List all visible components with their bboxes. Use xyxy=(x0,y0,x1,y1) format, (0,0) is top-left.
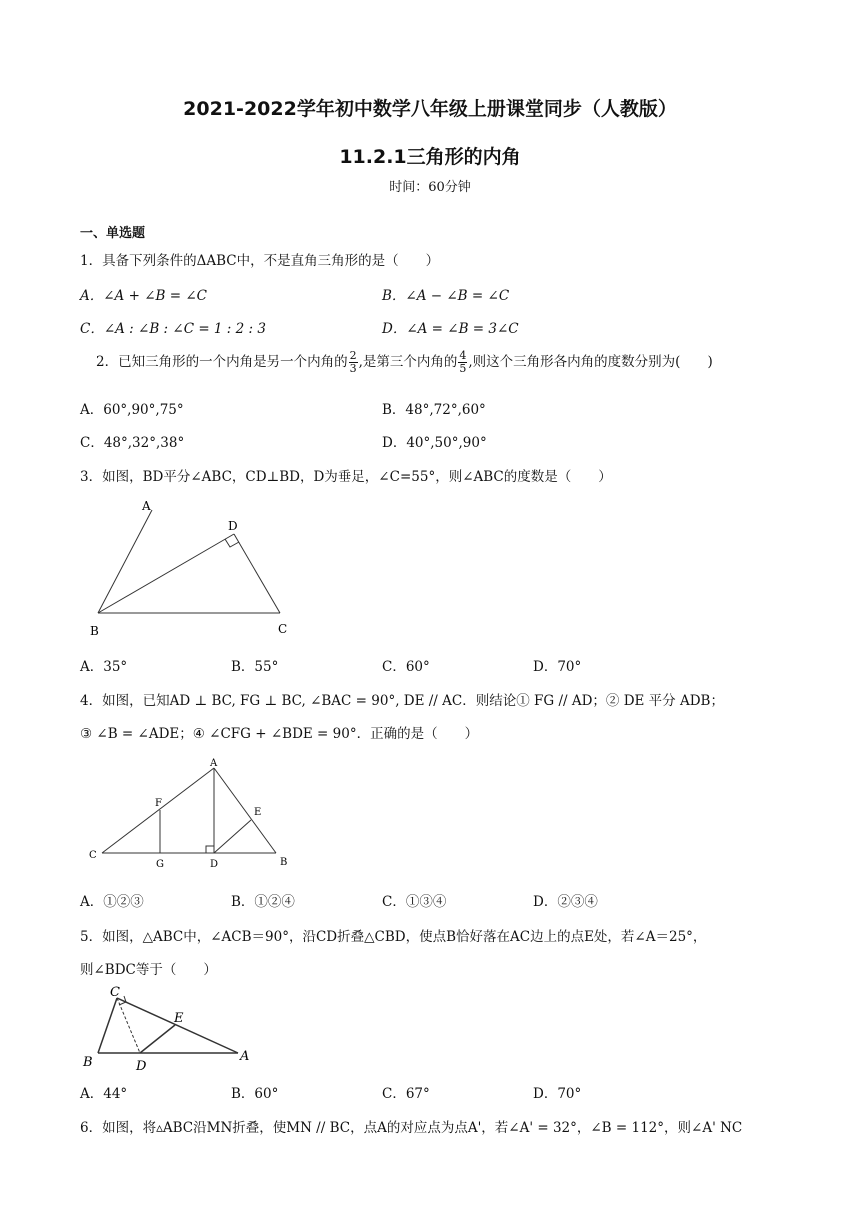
fraction-numerator: 4 xyxy=(459,349,467,362)
right-angle-mark xyxy=(206,846,214,853)
time-limit: 时间：60分钟 xyxy=(389,180,471,195)
label-c: C xyxy=(110,985,120,1000)
label-e: E xyxy=(254,807,262,818)
question-3-stem: 3．如图，BD平分∠ABC，CD⊥BD，D为垂足，∠C=55°，则∠ABC的度数是（ ） xyxy=(80,469,612,485)
fraction-denominator: 3 xyxy=(349,362,357,375)
label-d: D xyxy=(136,1059,147,1072)
lesson-title: 11.2.1三角形的内角 xyxy=(339,146,521,168)
question-4-option-a: A．①②③ xyxy=(80,894,144,910)
question-5-option-c: C．67° xyxy=(382,1086,430,1102)
question-2-stem xyxy=(96,350,713,375)
segment-de xyxy=(214,820,251,853)
question-5-stem-line1: 5．如图，△ABC中，∠ACB＝90°，沿CD折叠△CBD，使点B恰好落在AC边上的点E处，若∠A＝25°， xyxy=(80,929,707,945)
question-5-option-b: B．60° xyxy=(231,1086,279,1102)
label-d: D xyxy=(210,859,219,870)
right-angle-mark xyxy=(225,539,239,547)
segment-ab xyxy=(214,768,276,853)
question-2-stem-part1: 2．已知三角形的一个内角是另一个内角的 xyxy=(96,354,348,370)
label-f: F xyxy=(155,798,162,809)
fraction-denominator: 5 xyxy=(459,362,467,375)
section-heading: 一、单选题 xyxy=(80,226,146,241)
question-6-stem: 6．如图，将▵ABC沿MN折叠，使MN // BC，点A的对应点为点A'，若∠A' = 32°，∠B = 112°，则∠A' NC xyxy=(80,1120,743,1136)
question-4-option-b: B．①②④ xyxy=(231,894,295,910)
label-b: B xyxy=(83,1055,93,1070)
label-c: C xyxy=(89,850,97,861)
question-4-option-d: D．②③④ xyxy=(533,894,598,910)
question-1-stem: 1．具备下列条件的ΔABC中，不是直角三角形的是（ ） xyxy=(80,253,440,269)
question-1-option-a: A．∠A + ∠B = ∠C xyxy=(80,288,207,304)
fraction-numerator: 2 xyxy=(349,349,357,362)
fraction-two-thirds xyxy=(349,350,358,375)
question-4-stem-line1: 4．如图，已知AD ⊥ BC, FG ⊥ BC, ∠BAC = 90°, DE // AC．则结论① FG // AD；② DE 平分 ADB； xyxy=(80,693,724,709)
label-d: D xyxy=(228,519,238,533)
question-3-option-c: C．60° xyxy=(382,659,430,675)
question-1-option-b: B．∠A − ∠B = ∠C xyxy=(382,288,510,304)
question-4-figure xyxy=(80,754,305,874)
question-2-stem-part2: ,是第三个内角的 xyxy=(358,354,458,370)
question-2-option-b: B．48°,72°,60° xyxy=(382,402,486,418)
question-1-option-c: C．∠A : ∠B : ∠C = 1 : 2 : 3 xyxy=(80,321,266,337)
question-2-stem-part3: ,则这个三角形各内角的度数分别为( ) xyxy=(468,354,713,370)
question-3-option-a: A．35° xyxy=(80,659,128,675)
question-5-stem-line2: 则∠BDC等于（ ） xyxy=(80,962,217,978)
question-3-option-d: D．70° xyxy=(533,659,582,675)
label-c: C xyxy=(278,622,288,636)
label-b: B xyxy=(90,624,99,638)
question-4-option-c: C．①③④ xyxy=(382,894,447,910)
question-2-option-c: C．48°,32°,38° xyxy=(80,435,185,451)
label-b: B xyxy=(280,857,288,868)
question-2-option-a: A．60°,90°,75° xyxy=(80,402,184,418)
question-3-option-b: B．55° xyxy=(231,659,279,675)
worksheet-title: 2021-2022学年初中数学八年级上册课堂同步（人教版） xyxy=(183,98,677,120)
question-4-stem-line2: ③ ∠B = ∠ADE；④ ∠CFG + ∠BDE = 90°．正确的是（ ） xyxy=(80,726,479,742)
question-5-figure xyxy=(80,982,260,1072)
question-1-option-d: D．∠A = ∠B = 3∠C xyxy=(382,321,519,337)
question-5-option-a: A．44° xyxy=(80,1086,128,1102)
label-e: E xyxy=(174,1011,184,1026)
question-5-option-d: D．70° xyxy=(533,1086,582,1102)
segment-dc xyxy=(234,534,280,613)
question-2-option-d: D．40°,50°,90° xyxy=(382,435,487,451)
segment-ca xyxy=(102,768,214,853)
segment-cb xyxy=(98,998,117,1053)
label-g: G xyxy=(156,859,164,870)
fraction-four-fifths xyxy=(458,350,467,375)
question-3-figure xyxy=(80,492,310,644)
label-a: A xyxy=(142,499,151,513)
segment-de xyxy=(140,1025,175,1053)
label-a: A xyxy=(210,758,218,769)
label-a: A xyxy=(240,1049,250,1064)
